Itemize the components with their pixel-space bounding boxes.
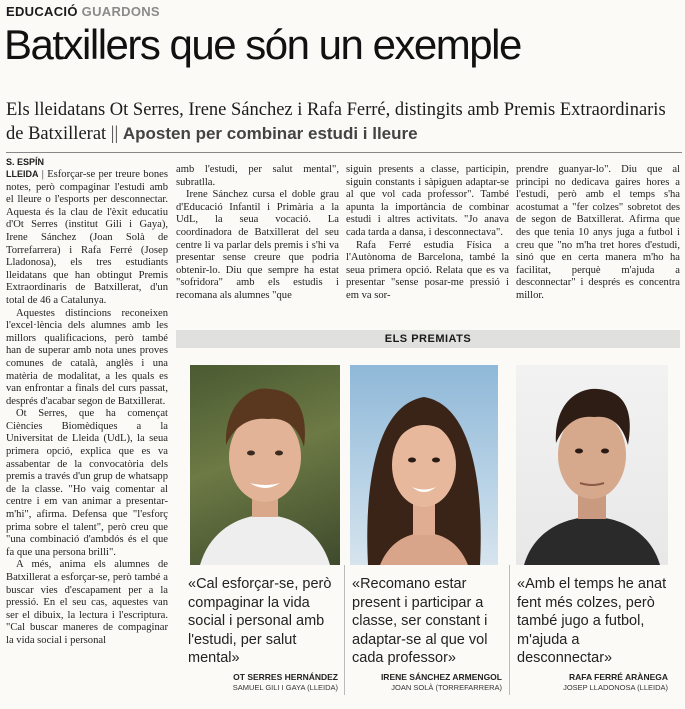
- deck-separator: ||: [110, 124, 119, 144]
- photo-ot-serres: [190, 365, 340, 565]
- quote-irene-sanchez: «Recomano estar present i participar a classe, ser constant i adaptar-se al que vol cada professor»: [352, 576, 488, 666]
- author-byline: S. ESPÍN: [6, 157, 45, 167]
- deck: [6, 98, 682, 146]
- school-irene-sanchez: JOAN SOLÀ (TORREFARRERA): [391, 683, 502, 692]
- deck-tag: Aposten per combinar estudi i lleure: [122, 124, 418, 143]
- deck-text: Els lleidatans Ot Serres, Irene Sánchez i Rafa Ferré, distingits amb Premis Extraordinaris de Batxillerat: [6, 100, 666, 144]
- paragraph: Aquestes distincions reconeixen l'excel·lència dels alumnes amb les millors qualificacions, però també han de superar amb nota unes proves comunes de català, anglès i una matèria de modalitat, a les quals es van enfrontar a finals del curs passat, després d'acabar segon de Batxillerat.: [6, 307, 168, 407]
- article-column-2: [176, 164, 339, 303]
- paragraph: Ot Serres, que ha començat Ciències Biomèdiques a la Universitat de Lleida (UdL), la seua primera opció, explica que es va assabentar de la convocatòria dels premis a través d'un grup de whatsapp de la classe. "Ho vaig comentar al centre i em van animar a presentar-m'hi", afirma. Defensa que "l'esforç prima sobre el talent", però creu que "una combinació d'ambdós és el que fa que una persona brilli".: [6, 408, 168, 558]
- paragraph: prendre guanyar-lo". Diu que al principi no dedicava gaires hores a l'estudi, però amb el temps s'ha acostumat a "fer colzes" sobretot des de segon de Batxillerat. Afirma que des que tenia 10 anys juga a futbol i creu que "no m'ha tret hores d'estudi, sinó que en certa manera m'ho ha facilitat, perquè m'ajuda a desconnectar" i després es concentra millor.: [516, 164, 680, 301]
- name-irene-sanchez: IRENE SÁNCHEZ ARMENGOL: [380, 672, 502, 682]
- name-rafa-ferre: RAFA FERRÉ ARÀNEGA: [568, 672, 668, 682]
- paragraph: amb l'estudi, per salut mental", subratlla.: [176, 164, 339, 188]
- paragraph: A més, anima els alumnes de Batxillerat a esforçar-se, però també a buscar vies d'escapament per a la pressió. En el seu cas, aquestes van ser el dibuix, la lectura i l'escriptura. "Cal buscar maneres de compaginar la vida social i personal: [6, 559, 168, 646]
- section-sub: GUARDONS: [81, 4, 160, 19]
- location-tag: LLEIDA: [6, 169, 39, 179]
- divider: [6, 152, 682, 153]
- section-main: EDUCACIÓ: [6, 4, 78, 19]
- article-column-4: [516, 164, 680, 303]
- article-column-3: [346, 164, 509, 303]
- school-rafa-ferre: JOSEP LLADONOSA (LLEIDA): [563, 683, 668, 692]
- divider: [509, 565, 510, 695]
- quote-rafa-ferre: «Amb el temps he anat fent més colzes, però també jugo a futbol, m'ajuda a desconnectar»: [517, 576, 667, 666]
- school-ot-serres: SAMUEL GILI I GAYA (LLEIDA): [232, 683, 338, 692]
- photo-irene-sanchez: [350, 365, 498, 565]
- quote-ot-serres: «Cal esforçar-se, però compaginar la vida social i personal amb l'estudi, per salut mental»: [188, 576, 332, 666]
- paragraph: Irene Sánchez cursa el doble grau d'Educació Infantil i Primària a la UdL, la seua vocació. La coordinadora de Batxillerat del seu centre li va parlar dels premis i s'hi va presentar sense creure que podria obtenir-lo. Diu que sempre ha estat "sofridora" amb els estudis i recomana als alumnes "que: [176, 189, 339, 301]
- paragraph: LLEIDA | Esforçar-se per treure bones notes, però compaginar l'estudi amb el lleure o l'esports per desconnectar. Aquesta és la clau de l'èxit educatiu d'Ot Serres (institut Gili i Gaya), Irene Sánchez (Joan Solà de Torrefarrera) i Rafa Ferré (Josep Lladonosa), els tres estudiants lleidatans que han obtingut Premis Extraordinaris de Batxillerat, d'un total de 46 a Catalunya.: [6, 169, 168, 306]
- section-label: [6, 4, 160, 19]
- headline: Batxillers que són un exemple: [4, 21, 521, 68]
- divider: [344, 565, 345, 695]
- premiats-header: ELS PREMIATS: [176, 330, 680, 348]
- paragraph: siguin presents a classe, participin, siguin constants i sàpiguen adaptar-se al que vol cada professor". També apunta la importància de combinar estudi i altres activitats. "Jo anava cada tarda a dansa, i desconnectava".: [346, 164, 509, 238]
- article-column-1: [6, 168, 168, 648]
- photo-rafa-ferre: [516, 365, 668, 565]
- paragraph: Rafa Ferré estudia Física a l'Autònoma de Barcelona, també la seua primera opció. Relata que es va presentar "sense posar-me pressió i em va sor-: [346, 239, 509, 301]
- name-ot-serres: OT SERRES HERNÁNDEZ: [233, 672, 338, 682]
